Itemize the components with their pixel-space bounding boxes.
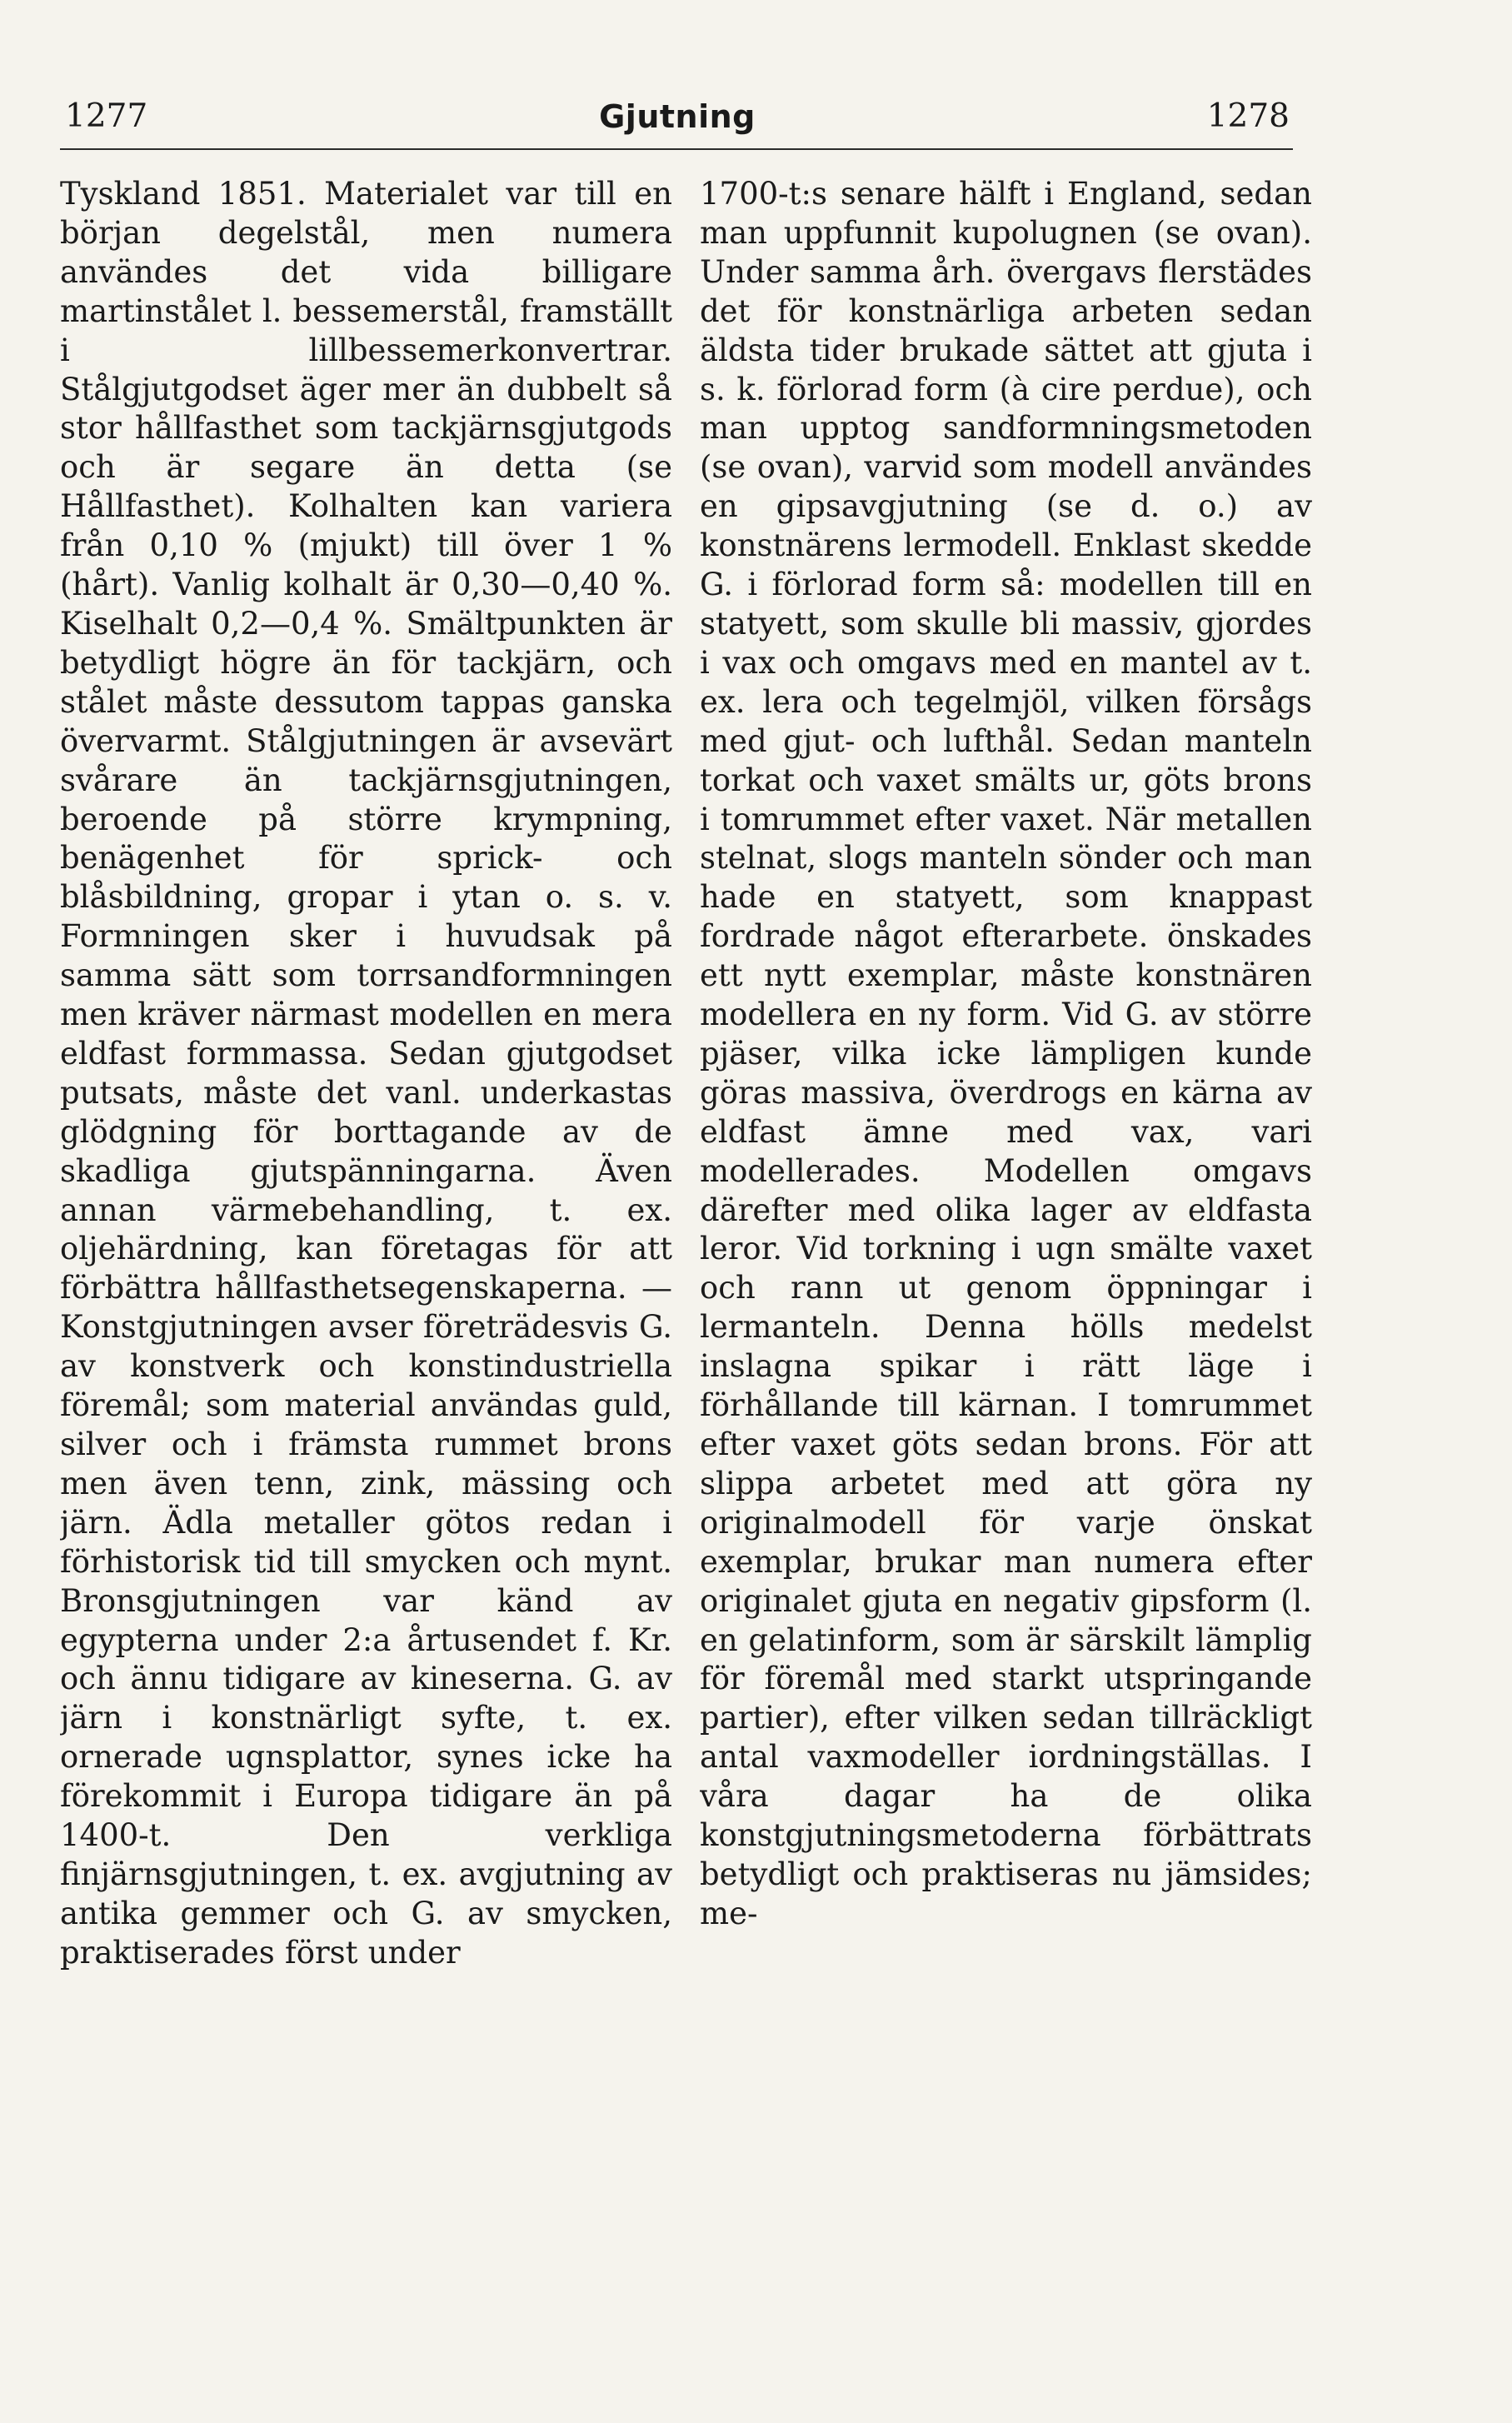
text-column-right — [700, 175, 1312, 2358]
text-column-left — [60, 175, 672, 2358]
column-text-left: Tyskland 1851. Materialet var till en början degelstål, men numera användes det vida billigare martinstålet l. bessemerstål, framställt i lillbessemerkonvertrar. Stålgjutgodset äger mer än dubbelt så stor hållfasthet som tackjärnsgjutgods och är segare än detta (se Hållfasthet). Kolhalten kan variera från 0,10 % (mjukt) till över 1 % (hårt). Vanlig kolhalt är 0,30—0,40 %. Kiselhalt 0,2—0,4 %. Smältpunkten är betydligt högre än för tackjärn, och stålet måste dessutom tappas ganska övervarmt. Stålgjutningen är avsevärt svårare än tackjärnsgjutningen, beroende på större krympning, benägenhet för sprick- och blåsbildning, gropar i ytan o. s. v. Formningen sker i huvudsak på samma sätt som torrsandformningen men kräver närmast modellen en mera eldfast formmassa. Sedan gjutgodset putsats, måste det vanl. underkastas glödgning för borttagande av de skadliga gjutspänningarna. Även annan värmebehandling, t. ex. oljehärdning, kan företagas för att förbättra hållfasthetsegenskaperna. — Konstgjutningen avser företrädesvis G. av konstverk och konstindustriella föremål; som material användas guld, silver och i främsta rummet brons men även tenn, zink, mässing och järn. Ädla metaller götos redan i förhistorisk tid till smycken och mynt. Bronsgjutningen var känd av egypterna under 2:a årtusendet f. Kr. och ännu tidigare av kineserna. G. av järn i konstnärligt syfte, t. ex. ornerade ugnsplattor, synes icke ha förekommit i Europa tidigare än på 1400-t. Den verkliga finjärnsgjutningen, t. ex. avgjutning av antika gemmer och G. av smycken, praktiserades först under — [60, 176, 672, 1971]
page-header — [65, 87, 1290, 146]
page-number-left: 1277 — [65, 97, 148, 135]
column-text-right: 1700-t:s senare hälft i England, sedan man uppfunnit kupolugnen (se ovan). Under samma årh. övergavs flerstädes det för konstnärliga arbeten sedan äldsta tider brukade sättet att gjuta i s. k. förlorad form (à cire perdue), och man upptog sandformningsmetoden (se ovan), varvid som modell användes en gipsavgjutning (se d. o.) av konstnärens lermodell. Enklast skedde G. i förlorad form så: modellen till en statyett, som skulle bli massiv, gjordes i vax och omgavs med en mantel av t. ex. lera och tegelmjöl, vilken försågs med gjut- och lufthål. Sedan manteln torkat och vaxet smälts ur, göts brons i tomrummet efter vaxet. När metallen stelnat, slogs manteln sönder och man hade en statyett, som knappast fordrade något efterarbete. önskades ett nytt exemplar, måste konstnären modellera en ny form. Vid G. av större pjäser, vilka icke lämpligen kunde göras massiva, överdrogs en kärna av eldfast ämne med vax, vari modellerades. Modellen omgavs därefter med olika lager av eldfasta leror. Vid torkning i ugn smälte vaxet och rann ut genom öppningar i lermanteln. Denna hölls medelst inslagna spikar i rätt läge i förhållande till kärnan. I tomrummet efter vaxet göts sedan brons. För att slippa arbetet med att göra ny originalmodell för varje önskat exemplar, brukar man numera efter originalet gjuta en negativ gipsform (l. en gelatinform, som är särskilt lämplig för föremål med starkt utspringande partier), efter vilken sedan tillräckligt antal vaxmodeller iordningställas. I våra dagar ha de olika konstgjutningsmetoderna förbättrats betydligt och praktiseras nu jämsides; me- — [700, 176, 1312, 1931]
running-title: Gjutning — [599, 98, 756, 135]
page-number-right: 1278 — [1206, 97, 1290, 135]
header-rule — [60, 148, 1293, 150]
